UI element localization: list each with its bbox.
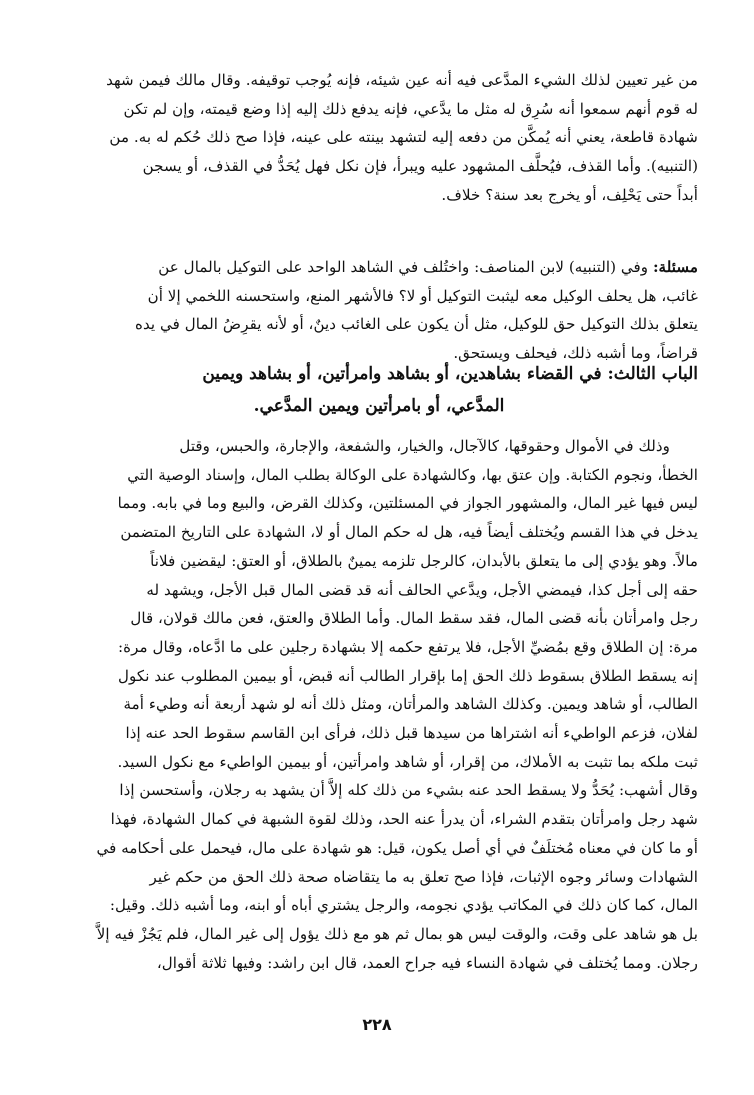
text-line: مرة: إن الطلاق وقع بمُضيِّ الأجل، فلا يرتفع حكمه إلا بشهادة رجلين على ما ادَّعاه، وقال مرة: — [118, 637, 698, 656]
text-line: ثبت ملكه بما تثبت به الأملاك، من إقرار، أو شاهد وامرأتين، أو بيمين الواطيء مع نكول السيد. — [117, 752, 698, 771]
text-line: حقه إلى أجل كذا، فيمضي الأجل، ويدَّعي الحالف أنه قد قضى المال قبل الأجل، ويشهد له — [146, 580, 698, 599]
paragraph-3 — [60, 432, 698, 977]
text-line: (التنبيه). وأما القذف، فيُحلَّف المشهود عليه ويبرأ، فإن نكل فهل يُحَدُّ في القذف، أو يسجن — [142, 157, 698, 176]
text-line: أبداً حتى يَحْلِف، أو يخرج بعد سنة؟ خلاف. — [441, 185, 698, 204]
text-line: رجلان. ومما يُختلف في شهادة النساء فيه جراح العمد، قال ابن راشد: وفيها ثلاثة أقوال، — [156, 953, 698, 972]
page-number: ٢٢٨ — [362, 1015, 392, 1034]
text-line: المال، كما كان ذلك في المكاتب يؤدي نجومه، والرجل يشتري أباه أو ابنه، وما أشبه ذلك. وقيل: — [109, 896, 698, 915]
text-span: وفي (التنبيه) لابن المناصف: واختُلف في الشاهد الواحد على التوكيل بالمال عن — [158, 258, 653, 276]
text-line: له قوم أنهم سمعوا أنه سُرِق له مثل ما يدَّعي، فإنه يدفع ذلك إليه إذا وضع قيمته، وإن لم تكن — [123, 99, 698, 118]
text-line: بل هو شاهد على وقت، والوقت ليس هو بمال ثم هو مع ذلك يؤول إلى غير المال، فلم يَجُزْ فيه إلاَّ — [96, 924, 698, 943]
paragraph-2 — [60, 253, 698, 368]
text-line: الطالب، أو شاهد ويمين. وكذلك الشاهد والمرأتان، ومثل ذلك أنه لو شهد أربعة أنه وطيء أمة — [123, 695, 698, 714]
text-line: الشهادات وسائر وجوه الإثبات، فإذا صح تعلق به ما يتقاضاه صحة ذلك الحق من حكم غير — [149, 867, 698, 886]
text-line: غائب، هل يحلف الوكيل معه ليثبت التوكيل أو لا؟ فالأشهر المنع، واستحسنه اللخمي إلا أن — [147, 286, 698, 305]
text-line — [60, 253, 698, 282]
text-line: رجل وامرأتان بأنه قضى المال، فقد سقط المال. وأما الطلاق والعتق، فعن مالك قولان، قال — [130, 609, 698, 628]
text-line: وقال أشهب: يُحَدُّ ولا يسقط الحد عنه بشيء من ذلك كله إلاَّ أن يشهد به رجلان، وأستحسن إذا — [119, 781, 698, 800]
text-line: الخطأ، ونجوم الكتابة. وإن عتق بها، وكالشهادة على الوكالة بطلب المال، وإسناد الوصية التي — [127, 465, 698, 484]
text-line: أو ما كان في معناه مُختلَفٌ في أي أصل يكون، قيل: هو شهادة على مال، فيحمل على أحكامه في — [96, 838, 698, 857]
text-line: ليس فيها غير المال، والمشهور الجواز في المسئلتين، وكذلك القرض، والبيع وما في بابه. ومما — [117, 494, 698, 513]
text-line: يتعلق بذلك التوكيل حق للوكيل، مثل أن يكون على الغائب دينٌ، أو لأنه يقرِضُ المال في يده — [134, 315, 698, 334]
paragraph-1 — [60, 66, 698, 210]
text-line: وذلك في الأموال وحقوقها، كالآجال، والخيار، والشفعة، والإجارة، والحبس، وقتل — [179, 437, 670, 455]
issue-label: مسئلة: — [652, 258, 698, 276]
text-line: يدخل في هذا القسم ويُختلف أيضاً فيه، هل له حكم المال أو لا، الشهادة على التاريخ المتضمن — [120, 523, 698, 542]
heading-line: الباب الثالث: في القضاء بشاهدين، أو بشاهد وامرأتين، أو بشاهد ويمين — [202, 364, 698, 384]
chapter-heading — [60, 358, 698, 422]
text-line: قراضاً، وما أشبه ذلك، فيحلف ويستحق. — [453, 344, 698, 363]
text-line: شهد رجل وامرأتان بتقدم الشراء، أن يدرأ عنه الحد، وذلك لقوة الشبهة في كمال الشهادة، فهذا — [110, 810, 698, 829]
text-line: شهادة قاطعة، يعني أنه يُمكَّن من دفعه إليه لتشهد بينته على عينه، فإذا صح ذلك حُكم له به. من — [109, 128, 698, 147]
text-line: مالاً. وهو يؤدي إلى ما يتعلق بالأبدان، كالرجل تلزمه يمينٌ بالطلاق، أو العتق: ليقضين فلاناً — [150, 551, 698, 570]
text-line: من غير تعيين لذلك الشيء المدَّعى فيه أنه عين شيئه، فإنه يُوجب توقيفه. وقال مالك فيمن شهد — [106, 71, 698, 89]
heading-line: المدَّعي، أو بامرأتين ويمين المدَّعي. — [253, 396, 505, 416]
text-line: لفلان، فزعم الواطيء أنه اشتراها من سيدها قبل ذلك، فرأى ابن القاسم سقوط الحد عنه إذا — [125, 724, 698, 743]
text-line: إنه يسقط الطلاق بسقوط ذلك الحق إما بإقرار الطالب أنه قبض، أو بيمين المطلوب عند نكول — [118, 666, 698, 685]
